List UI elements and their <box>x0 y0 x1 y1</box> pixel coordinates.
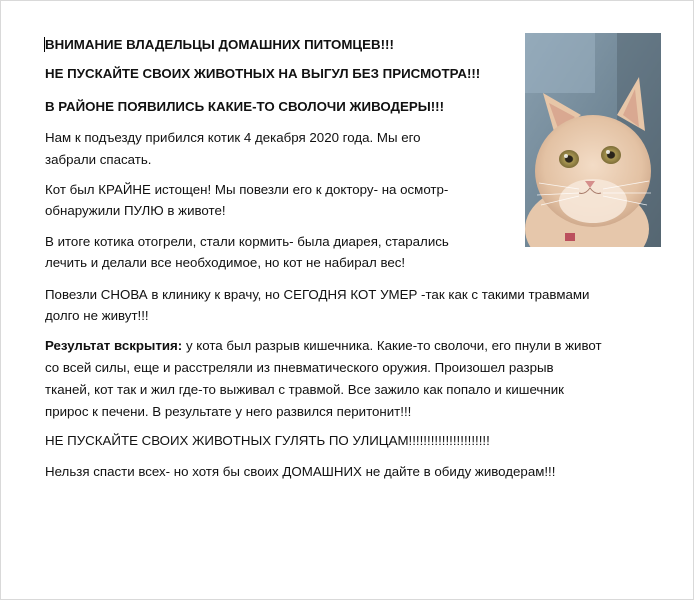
paragraph-1-line-2: забрали спасать. <box>45 152 152 167</box>
heading-flayers-appeared: В РАЙОНЕ ПОЯВИЛИСЬ КАКИЕ-ТО СВОЛОЧИ ЖИВОДЕРЫ!!! <box>45 99 445 114</box>
paragraph-2-line-1: Кот был КРАЙНЕ истощен! Мы повезли его к доктору- на осмотр- <box>45 182 449 197</box>
paragraph-1-line-1: Нам к подъезду прибился котик 4 декабря 2020 года. Мы его <box>45 130 421 145</box>
paragraph-3-line-2: лечить и делали все необходимое, но кот не набирал вес! <box>45 255 406 270</box>
paragraph-4-line-2: долго не живут!!! <box>45 308 149 323</box>
paragraph-5-line-1 <box>45 335 602 357</box>
autopsy-result-text: у кота был разрыв кишечника. Какие-то сволочи, его пнули в живот <box>182 338 602 353</box>
heading-warning-owners: ВНИМАНИЕ ВЛАДЕЛЬЦЫ ДОМАШНИХ ПИТОМЦЕВ!!! <box>45 37 394 52</box>
cat-illustration <box>525 33 661 247</box>
paragraph-5-line-3: тканей, кот так и жил где-то выживал с травмой. Все зажило как попало и кишечник <box>45 382 564 397</box>
paragraph-3-line-1: В итоге котика отогрели, стали кормить- была диарея, старались <box>45 234 449 249</box>
heading-dont-let-out: НЕ ПУСКАЙТЕ СВОИХ ЖИВОТНЫХ НА ВЫГУЛ БЕЗ ПРИСМОТРА!!! <box>45 66 481 81</box>
autopsy-result-label: Результат вскрытия: <box>45 338 183 353</box>
paragraph-2-line-2: обнаружили ПУЛЮ в животе! <box>45 203 226 218</box>
paragraph-5-line-4: прирос к печени. В результате у него развился перитонит!!! <box>45 404 412 419</box>
paragraph-6: НЕ ПУСКАЙТЕ СВОИХ ЖИВОТНЫХ ГУЛЯТЬ ПО УЛИЦАМ!!!!!!!!!!!!!!!!!!!!!! <box>45 433 490 448</box>
cat-photo <box>525 33 661 247</box>
paragraph-7: Нельзя спасти всех- но хотя бы своих ДОМАШНИХ не дайте в обиду живодерам!!! <box>45 464 556 479</box>
paragraph-5-line-2: со всей силы, еще и расстреляли из пневматического оружия. Произошел разрыв <box>45 360 554 375</box>
paragraph-4-line-1: Повезли СНОВА в клинику к врачу, но СЕГОДНЯ КОТ УМЕР -так как с такими травмами <box>45 287 590 302</box>
